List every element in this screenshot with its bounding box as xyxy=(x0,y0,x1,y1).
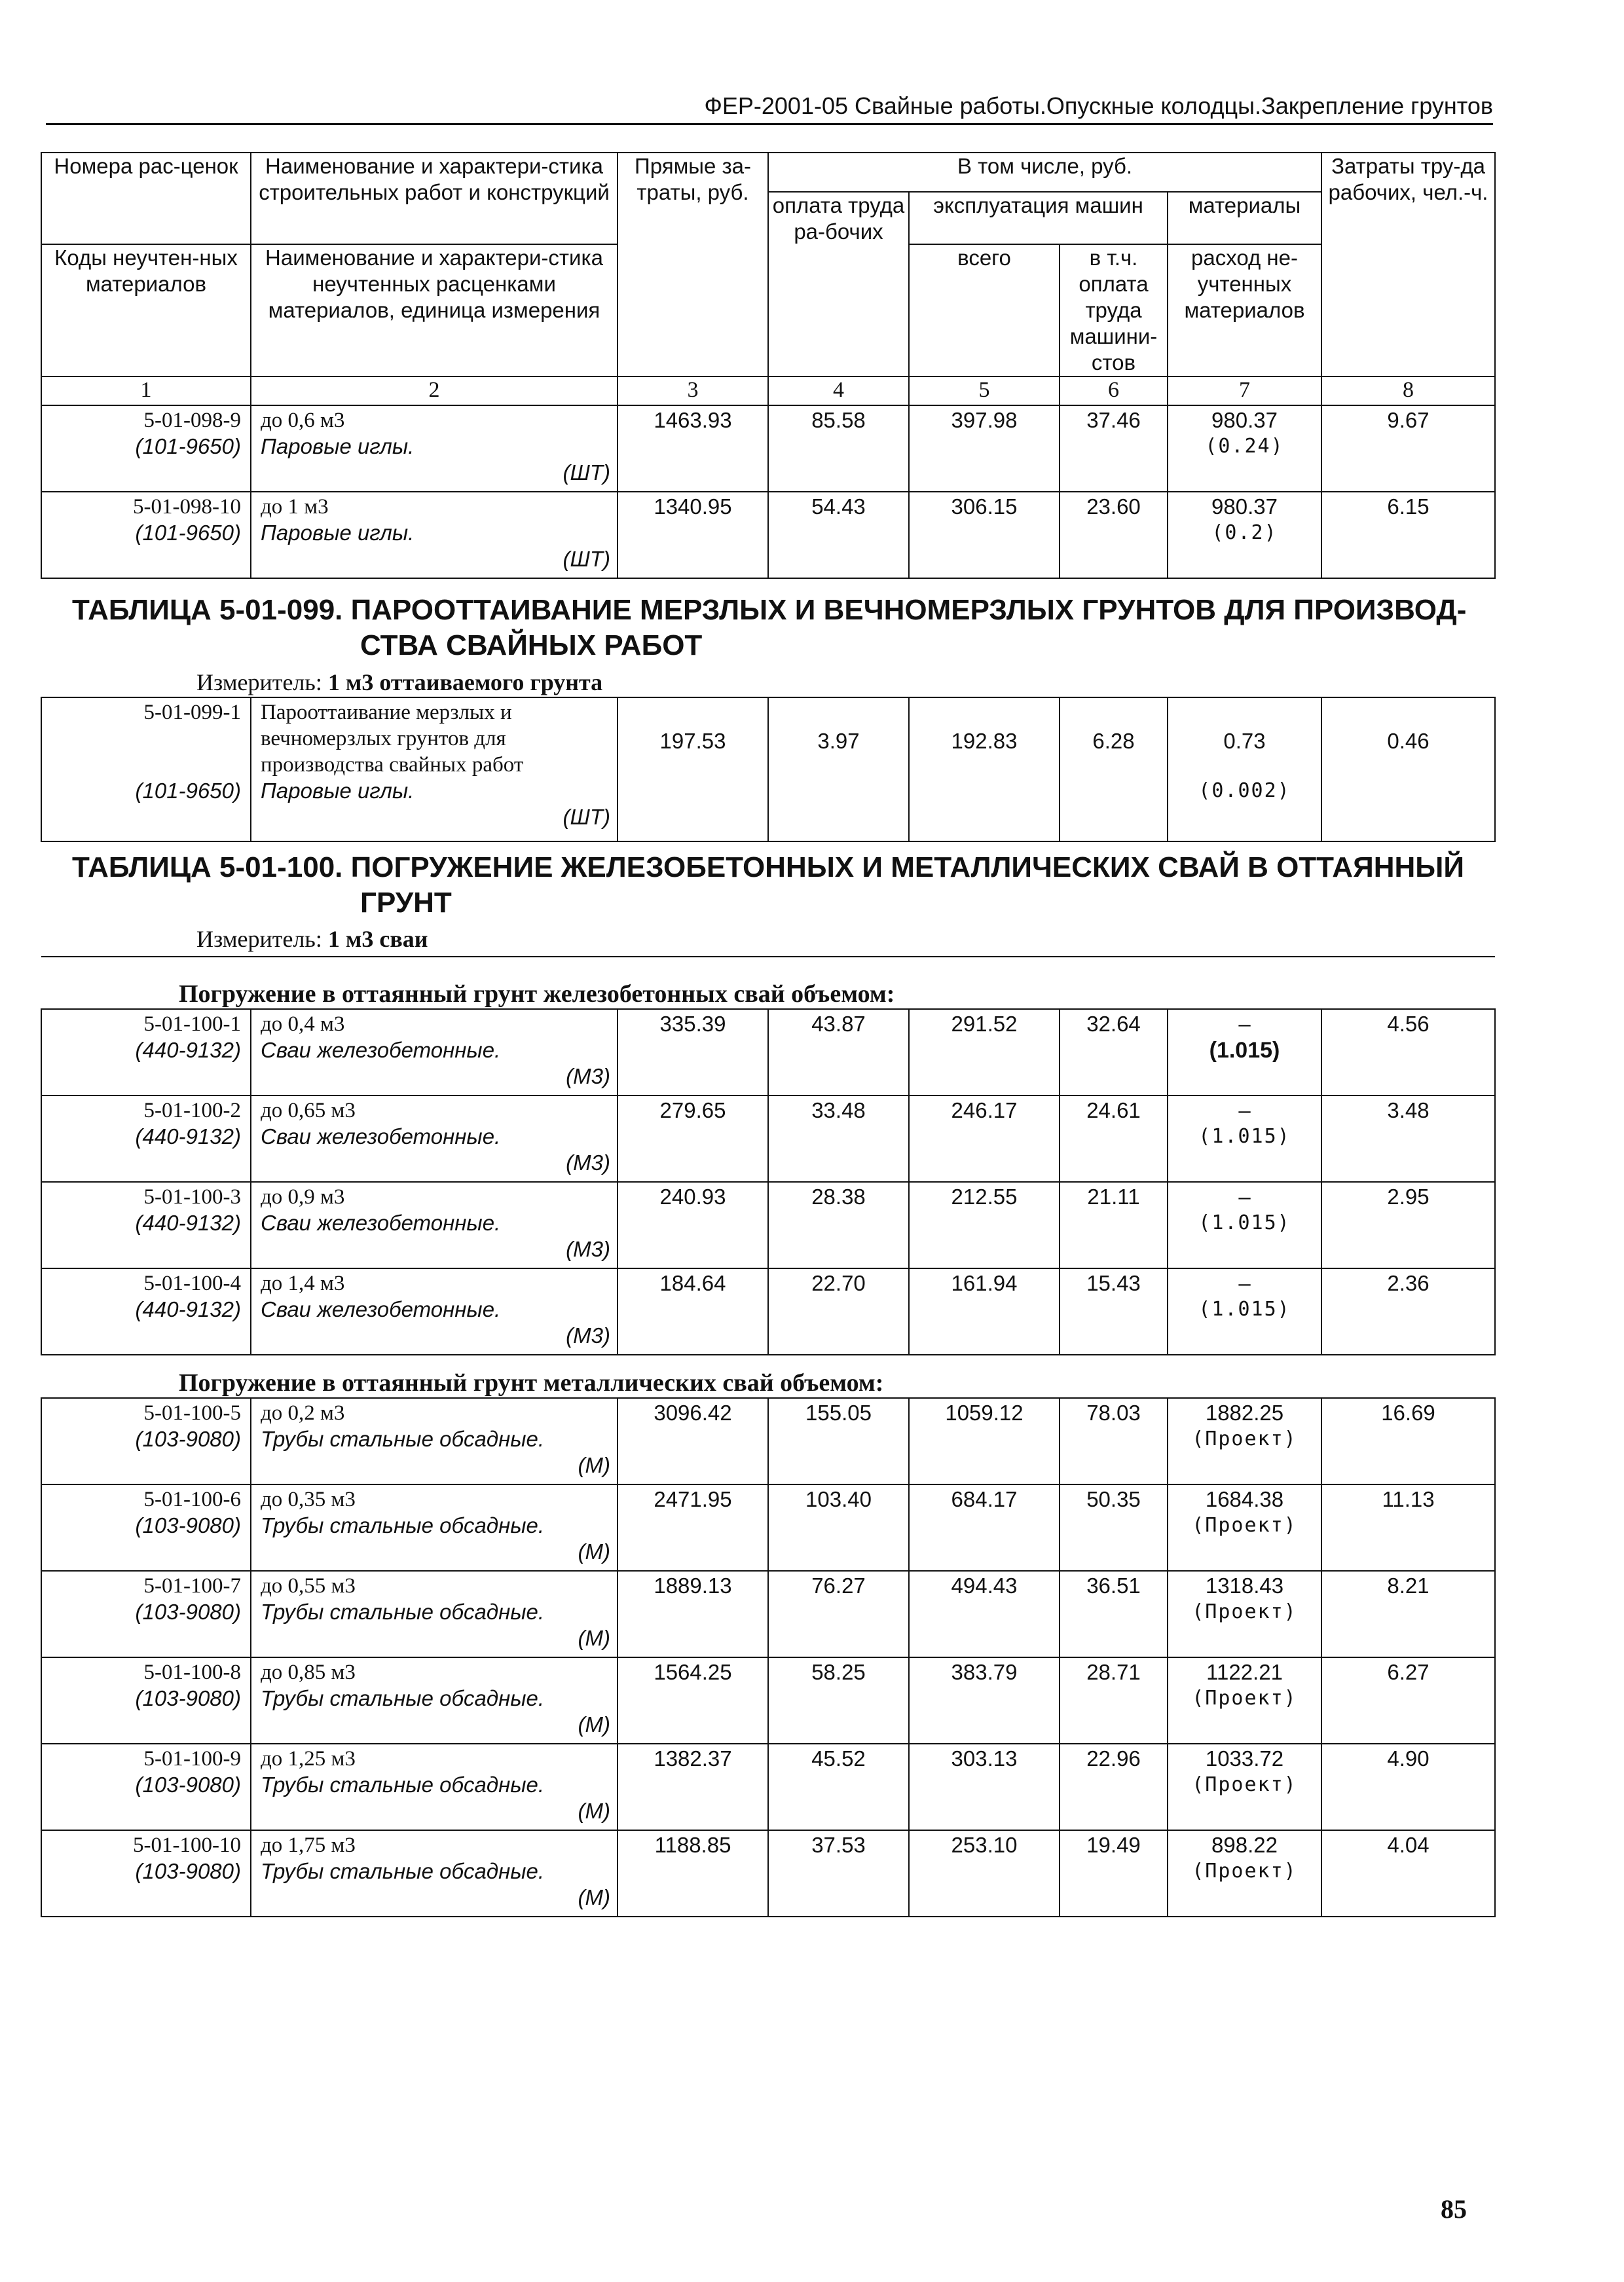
material-cost: 980.37 xyxy=(1211,494,1278,519)
labor-pay: 45.52 xyxy=(768,1744,909,1830)
col-machine-labor: в т.ч. оплата труда машини-стов xyxy=(1060,244,1168,377)
col-direct-costs: Прямые за-траты, руб. xyxy=(618,153,768,377)
material-qty: (Проект) xyxy=(1192,1514,1297,1537)
material-cost: – xyxy=(1238,1185,1251,1209)
labor-hours: 16.69 xyxy=(1321,1398,1495,1484)
machine-labor: 37.46 xyxy=(1060,405,1168,492)
labor-hours: 6.15 xyxy=(1321,492,1495,578)
machine-labor: 15.43 xyxy=(1060,1268,1168,1355)
rate-code: 5-01-100-7 xyxy=(143,1574,241,1598)
machine-labor: 78.03 xyxy=(1060,1398,1168,1484)
labor-hours: 4.04 xyxy=(1321,1830,1495,1917)
machine-labor: 24.61 xyxy=(1060,1095,1168,1182)
meter-label: Измеритель: xyxy=(196,669,322,695)
table-row xyxy=(41,1009,1495,1095)
material-qty: (Проект) xyxy=(1192,1427,1297,1450)
material-cost: 1033.72 xyxy=(1205,1746,1284,1771)
material-cost: – xyxy=(1238,1012,1251,1036)
labor-pay: 28.38 xyxy=(768,1182,909,1268)
material-unit: (М) xyxy=(578,1885,610,1909)
table-row xyxy=(41,1182,1495,1268)
rate-code: 5-01-100-9 xyxy=(143,1747,241,1771)
material-qty: (1.015) xyxy=(1209,1038,1280,1063)
col-number: 1 xyxy=(41,377,251,405)
direct-cost: 279.65 xyxy=(618,1095,768,1182)
rate-code: 5-01-100-2 xyxy=(143,1099,241,1122)
col-labor-hours: Затраты тру-да рабочих, чел.-ч. xyxy=(1321,153,1495,377)
material-unit: (М3) xyxy=(566,1323,610,1348)
material-name: Сваи железобетонные. xyxy=(261,1211,501,1235)
group-label-steel: Погружение в оттаянный грунт металлических свай объемом: xyxy=(41,1355,1495,1398)
meter-value: 1 м3 оттаиваемого грунта xyxy=(327,669,603,695)
labor-pay: 85.58 xyxy=(768,405,909,492)
labor-hours: 8.21 xyxy=(1321,1571,1495,1657)
group-label-reinforced-concrete: Погружение в оттаянный грунт железобетонных свай объемом: xyxy=(41,957,1495,1009)
meter-value: 1 м3 сваи xyxy=(327,926,428,952)
machine-total: 303.13 xyxy=(909,1744,1060,1830)
material-name: Трубы стальные обсадные. xyxy=(261,1513,545,1537)
col-number: 5 xyxy=(909,377,1060,405)
work-name: Парооттаивание мерзлых и вечномерзлых грунтов для производства свайных работ xyxy=(261,701,524,777)
labor-pay: 37.53 xyxy=(768,1830,909,1917)
direct-cost: 2471.95 xyxy=(618,1484,768,1571)
material-unit: (М3) xyxy=(566,1150,610,1175)
material-unit: (М) xyxy=(578,1799,610,1823)
work-name: до 0,4 м3 xyxy=(261,1012,345,1036)
direct-cost: 3096.42 xyxy=(618,1398,768,1484)
direct-cost: 335.39 xyxy=(618,1009,768,1095)
material-qty: (0.24) xyxy=(1205,435,1284,458)
direct-cost: 240.93 xyxy=(618,1182,768,1268)
labor-pay: 58.25 xyxy=(768,1657,909,1744)
col-labor-pay: оплата труда ра-бочих xyxy=(768,192,909,377)
material-unit: (ШТ) xyxy=(563,460,610,485)
machine-total: 397.98 xyxy=(909,405,1060,492)
material-qty: (1.015) xyxy=(1198,1211,1291,1234)
labor-pay: 22.70 xyxy=(768,1268,909,1355)
labor-pay: 33.48 xyxy=(768,1095,909,1182)
table-100-title xyxy=(72,850,1480,921)
material-unit: (ШТ) xyxy=(563,547,610,571)
labor-hours: 4.56 xyxy=(1321,1009,1495,1095)
page-number: 85 xyxy=(1441,2194,1467,2224)
table-100-title-line-2: ГРУНТ xyxy=(360,887,452,919)
labor-hours: 9.67 xyxy=(1321,405,1495,492)
material-name: Трубы стальные обсадные. xyxy=(261,1427,545,1451)
material-name: Трубы стальные обсадные. xyxy=(261,1773,545,1797)
machine-total: 246.17 xyxy=(909,1095,1060,1182)
col-codes-label-2: Коды неучтен-ных материалов xyxy=(41,244,251,377)
material-code: (103-9080) xyxy=(135,1773,241,1797)
labor-hours: 4.90 xyxy=(1321,1744,1495,1830)
direct-cost: 1340.95 xyxy=(618,492,768,578)
labor-pay: 54.43 xyxy=(768,492,909,578)
table-099-title-line-2: СТВА СВАЙНЫХ РАБОТ xyxy=(360,629,703,661)
col-number: 3 xyxy=(618,377,768,405)
material-unit: (М) xyxy=(578,1539,610,1564)
work-name: до 1,25 м3 xyxy=(261,1747,356,1771)
labor-pay: 103.40 xyxy=(768,1484,909,1571)
material-name: Трубы стальные обсадные. xyxy=(261,1859,545,1883)
col-codes-label-1: Номера рас-ценок xyxy=(41,153,251,244)
material-cost: 1318.43 xyxy=(1205,1573,1284,1598)
col-number: 7 xyxy=(1168,377,1321,405)
machine-labor: 22.96 xyxy=(1060,1744,1168,1830)
material-cost: 0.73 xyxy=(1223,729,1266,753)
table-row xyxy=(41,492,1495,578)
table-row xyxy=(41,1657,1495,1744)
col-materials: материалы xyxy=(1168,192,1321,244)
material-qty: (0.002) xyxy=(1198,779,1291,802)
material-name: Паровые иглы. xyxy=(261,779,415,803)
table-100-meter xyxy=(196,925,428,953)
machine-total: 212.55 xyxy=(909,1182,1060,1268)
machine-labor: 19.49 xyxy=(1060,1830,1168,1917)
labor-pay: 43.87 xyxy=(768,1009,909,1095)
labor-pay: 155.05 xyxy=(768,1398,909,1484)
direct-cost: 1382.37 xyxy=(618,1744,768,1830)
table-row xyxy=(41,1268,1495,1355)
machine-total: 494.43 xyxy=(909,1571,1060,1657)
col-including: В том числе, руб. xyxy=(768,153,1321,192)
table-row xyxy=(41,1398,1495,1484)
col-number: 2 xyxy=(251,377,618,405)
table-row xyxy=(41,1095,1495,1182)
material-unit: (М) xyxy=(578,1626,610,1650)
rate-code: 5-01-100-4 xyxy=(143,1272,241,1295)
direct-cost: 1564.25 xyxy=(618,1657,768,1744)
material-code: (440-9132) xyxy=(135,1211,241,1235)
direct-cost: 184.64 xyxy=(618,1268,768,1355)
material-name: Трубы стальные обсадные. xyxy=(261,1600,545,1624)
material-qty: (Проект) xyxy=(1192,1773,1297,1796)
work-name: до 1,4 м3 xyxy=(261,1272,345,1295)
machine-total: 161.94 xyxy=(909,1268,1060,1355)
labor-hours: 2.36 xyxy=(1321,1268,1495,1355)
rate-code: 5-01-100-5 xyxy=(143,1401,241,1425)
material-qty: (Проект) xyxy=(1192,1600,1297,1623)
material-cost: 1122.21 xyxy=(1206,1660,1283,1684)
material-name: Сваи железобетонные. xyxy=(261,1124,501,1149)
material-code: (101-9650) xyxy=(135,521,241,545)
machine-total: 383.79 xyxy=(909,1657,1060,1744)
material-cost: – xyxy=(1238,1098,1251,1122)
table-row xyxy=(41,405,1495,492)
rate-code: 5-01-098-10 xyxy=(133,495,241,519)
table-100 xyxy=(41,956,1496,1917)
material-unit: (М3) xyxy=(566,1237,610,1261)
material-code: (103-9080) xyxy=(135,1513,241,1537)
col-machine-operation: эксплуатация машин xyxy=(909,192,1168,244)
material-code: (103-9080) xyxy=(135,1427,241,1451)
material-code: (101-9650) xyxy=(135,434,241,458)
material-cost: 1882.25 xyxy=(1205,1401,1284,1425)
material-code: (103-9080) xyxy=(135,1600,241,1624)
material-qty: (0.2) xyxy=(1211,521,1278,544)
work-name: до 0,85 м3 xyxy=(261,1661,356,1684)
material-name: Сваи железобетонные. xyxy=(261,1297,501,1321)
work-name: до 0,2 м3 xyxy=(261,1401,345,1425)
header-table xyxy=(41,152,1496,579)
table-row xyxy=(41,697,1495,841)
direct-cost: 197.53 xyxy=(618,697,768,841)
machine-labor: 21.11 xyxy=(1060,1182,1168,1268)
work-name: до 0,6 м3 xyxy=(261,409,345,432)
machine-labor: 32.64 xyxy=(1060,1009,1168,1095)
machine-labor: 6.28 xyxy=(1060,697,1168,841)
machine-labor: 36.51 xyxy=(1060,1571,1168,1657)
material-name: Сваи железобетонные. xyxy=(261,1038,501,1062)
material-name: Паровые иглы. xyxy=(261,521,415,545)
machine-total: 684.17 xyxy=(909,1484,1060,1571)
material-cost: 898.22 xyxy=(1211,1833,1278,1857)
material-cost: – xyxy=(1238,1271,1251,1295)
machine-labor: 23.60 xyxy=(1060,492,1168,578)
labor-hours: 0.46 xyxy=(1321,697,1495,841)
material-name: Паровые иглы. xyxy=(261,434,415,458)
direct-cost: 1188.85 xyxy=(618,1830,768,1917)
material-unit: (М) xyxy=(578,1712,610,1737)
work-name: до 0,35 м3 xyxy=(261,1488,356,1511)
material-cost: 1684.38 xyxy=(1205,1487,1284,1511)
table-099-title-line-1: ТАБЛИЦА 5-01-099. ПАРООТТАИВАНИЕ МЕРЗЛЫХ И ВЕЧНОМЕРЗЛЫХ ГРУНТОВ ДЛЯ ПРОИЗВОД- xyxy=(72,594,1467,626)
col-name-label-1: Наименование и характери-стика строительных работ и конструкций xyxy=(251,153,618,244)
rate-code: 5-01-098-9 xyxy=(143,409,241,432)
material-cost: 980.37 xyxy=(1211,408,1278,432)
table-099 xyxy=(41,697,1496,842)
rate-code: 5-01-100-10 xyxy=(133,1833,241,1857)
material-qty: (Проект) xyxy=(1192,1860,1297,1883)
direct-cost: 1889.13 xyxy=(618,1571,768,1657)
labor-pay: 76.27 xyxy=(768,1571,909,1657)
col-number: 6 xyxy=(1060,377,1168,405)
col-name-label-2: Наименование и характери-стика неучтенных расценками материалов, единица измерения xyxy=(251,244,618,377)
col-number: 8 xyxy=(1321,377,1495,405)
machine-total: 192.83 xyxy=(909,697,1060,841)
material-code: (440-9132) xyxy=(135,1124,241,1149)
material-name: Трубы стальные обсадные. xyxy=(261,1686,545,1710)
machine-total: 253.10 xyxy=(909,1830,1060,1917)
work-name: до 1 м3 xyxy=(261,495,329,519)
labor-hours: 3.48 xyxy=(1321,1095,1495,1182)
work-name: до 0,9 м3 xyxy=(261,1185,345,1209)
material-qty: (Проект) xyxy=(1192,1687,1297,1710)
material-code: (103-9080) xyxy=(135,1859,241,1883)
table-row xyxy=(41,1484,1495,1571)
labor-pay: 3.97 xyxy=(768,697,909,841)
rate-code: 5-01-100-6 xyxy=(143,1488,241,1511)
machine-total: 291.52 xyxy=(909,1009,1060,1095)
labor-hours: 11.13 xyxy=(1321,1484,1495,1571)
work-name: до 0,55 м3 xyxy=(261,1574,356,1598)
material-qty: (1.015) xyxy=(1198,1125,1291,1148)
col-machine-total: всего xyxy=(909,244,1060,377)
material-code: (440-9132) xyxy=(135,1297,241,1321)
col-number: 4 xyxy=(768,377,909,405)
direct-cost: 1463.93 xyxy=(618,405,768,492)
rate-code: 5-01-100-1 xyxy=(143,1012,241,1036)
machine-labor: 28.71 xyxy=(1060,1657,1168,1744)
labor-hours: 2.95 xyxy=(1321,1182,1495,1268)
col-materials-expense: расход не-учтенных материалов xyxy=(1168,244,1321,377)
rate-code: 5-01-099-1 xyxy=(143,701,241,724)
rate-code: 5-01-100-8 xyxy=(143,1661,241,1684)
material-code: (440-9132) xyxy=(135,1038,241,1062)
work-name: до 1,75 м3 xyxy=(261,1833,356,1857)
machine-total: 1059.12 xyxy=(909,1398,1060,1484)
table-099-title xyxy=(72,593,1480,663)
rate-code: 5-01-100-3 xyxy=(143,1185,241,1209)
table-row xyxy=(41,1744,1495,1830)
material-qty: (1.015) xyxy=(1198,1298,1291,1321)
meter-label: Измеритель: xyxy=(196,926,322,952)
material-unit: (ШТ) xyxy=(563,805,610,829)
table-100-title-line-1: ТАБЛИЦА 5-01-100. ПОГРУЖЕНИЕ ЖЕЛЕЗОБЕТОННЫХ И МЕТАЛЛИЧЕСКИХ СВАЙ В ОТТАЯННЫЙ xyxy=(72,851,1464,883)
labor-hours: 6.27 xyxy=(1321,1657,1495,1744)
machine-total: 306.15 xyxy=(909,492,1060,578)
material-unit: (М3) xyxy=(566,1064,610,1088)
work-name: до 0,65 м3 xyxy=(261,1099,356,1122)
machine-labor: 50.35 xyxy=(1060,1484,1168,1571)
material-code: (101-9650) xyxy=(135,779,241,803)
table-row xyxy=(41,1830,1495,1917)
material-code: (103-9080) xyxy=(135,1686,241,1710)
material-unit: (М) xyxy=(578,1453,610,1477)
table-row xyxy=(41,1571,1495,1657)
running-header: ФЕР-2001-05 Свайные работы.Опускные колодцы.Закрепление грунтов xyxy=(46,92,1493,125)
table-099-meter xyxy=(196,668,602,697)
